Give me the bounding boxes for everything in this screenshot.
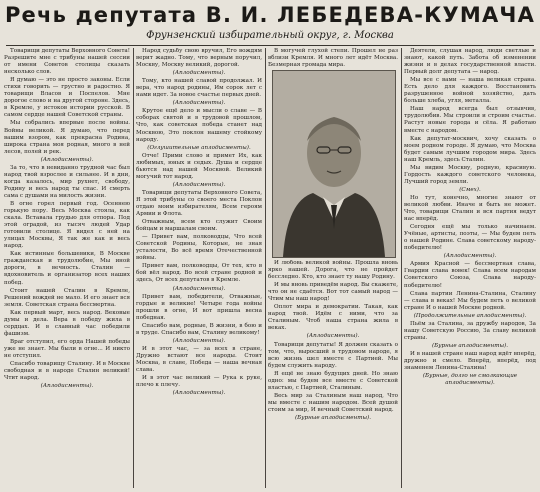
text-paragraph: Я думаю — это не просто законы. Если стихи говорить — грустно и радостно. Я товарищи Власов и Поспелов. Мне дорогое слово и на другой стороне. Здесь, в Кремле, у истоков истории русской. В самом сердце нашей Советской страны.	[4, 77, 130, 119]
text-paragraph: (Аплодисменты).	[172, 285, 226, 292]
text-paragraph: Народ судьбу свою вручил, Его вождям верит жадно. Тому, что верным поручил, Москву, Москву великий, дорогой.	[136, 48, 262, 69]
text-paragraph: В могучей глухой степи. Прошел не раз вблизи Кремля. И много лет идёт Москва. Безмерная громада мира.	[268, 48, 398, 68]
text-paragraph: Армия Красной — бессмертная слава, Гвардии слава вовек! Слава всем народам Советского Союза, Слава народу-победителю!	[404, 261, 536, 289]
text-paragraph: И мы вновь приведём народ. Вы скажете, что он не сдаётся. Вот тот самый народ — Чтим мы наш народ!	[268, 282, 398, 303]
text-paragraph: (Оглушительные аплодисменты).	[147, 144, 251, 151]
column-divider	[133, 48, 134, 488]
text-paragraph: (Аплодисменты).	[172, 70, 226, 77]
text-paragraph: И любовь великой войны. Прошла вновь ярко нашей. Дорога, что не пройдет бесследно. Кто, кто знает ту нашу Родину.	[268, 260, 398, 281]
text-paragraph: (Продолжительные аплодисменты).	[413, 312, 527, 319]
text-paragraph: Пьём за Сталина, за дружбу народов, За нашу Советскую Россию, За славу великой страны.	[404, 320, 536, 341]
text-paragraph: Мы видим Москву, родную, красивую. Гордость каждого советского человека, Лучший город земли.	[404, 164, 536, 185]
text-paragraph: Мы все с вами — наша великая страна. Есть дело для каждого. Восстановить разрушенное войной хозяйство, дать больше хлеба, угля, металла.	[404, 77, 536, 105]
text-column-1	[4, 48, 130, 488]
text-paragraph: Как депутат-москвич, хочу сказать о моем родном городе. Я думаю, что Москва будет самым лучшим городом мира. Здесь наш Кремль, здесь Сталин.	[404, 135, 536, 163]
text-paragraph: Отважным, всем кто служит Своим бойцам и маршалам своим.	[136, 219, 262, 233]
text-paragraph: И в этот час, — за всех в стране, Дружно встают все народы. Стоит Москва, в славе, Победа — наша вечная слава.	[136, 345, 262, 374]
text-paragraph: Но тут, конечно, многие знают от великой любви. Иначе и быть не может. Что, товарищи Сталин и вся партия ведут нас вперёд.	[404, 194, 536, 223]
header-rule	[6, 45, 534, 46]
text-paragraph: Отче! Прими слово и примет Их, как любимых, юных и седых. Душа и сердце бьются над нашей Москвой. Великий могучий тот народ.	[136, 152, 262, 180]
text-paragraph: Я ещё не знаю будущих дней. Но знаю одно: мы будем все вместе с Советской властью, с Партией, Сталиным.	[268, 370, 398, 391]
text-column-3	[268, 260, 398, 488]
text-paragraph: (Аплодисменты).	[443, 253, 497, 260]
text-paragraph: (Аплодисменты).	[40, 156, 94, 163]
text-paragraph: Товарищи депутаты Верховного Совета! Разрешите мне с трибуны нашей сессии от имени Советов столицы сказать несколько слов.	[4, 48, 130, 76]
text-column-3-top	[268, 48, 398, 68]
text-column-2	[136, 48, 262, 488]
text-paragraph: Как первый март, весь народ. Вековые думы и дела. Вера в победу жила в сердцах. И в славный час победили фашизм.	[4, 309, 130, 337]
article-title: Речь депутата В. И. ЛЕБЕДЕВА-КУМАЧА	[4, 3, 536, 27]
text-paragraph: Привет вам, победители, Отважные, гордые и великие! Четыре года войны прошли в огне, И вот пришла весна победная.	[136, 293, 262, 321]
text-paragraph: И в нашей стране наш народ идёт вперёд, дружно и смело. Вперёд, вперёд, под знаменем Ленина-Сталина!	[404, 350, 536, 372]
text-paragraph: И в этот час великий — Рука к руке, плечо к плечу.	[136, 375, 262, 389]
text-paragraph: Товарищи депутаты Верховного Совета, Я этой трибуны со своего места Поклон отдаю моим избирателям, Всем героям Армии и Флота.	[136, 189, 262, 218]
text-paragraph: Мы собрались впервые после войны. Войны великой. Я думаю, что перед вашим взором, как прекрасна Родина, широка страна моя родная, много в ней лесов, полей и рек.	[4, 120, 130, 155]
text-paragraph: Спасибо вам, родные, В жизни, в бою и в труде. Спасибо вам, Сталину великому!	[136, 322, 262, 336]
text-paragraph: Тому, кто нашей славой продолжал. И вера, что народ родины, Им сорок лет с нами идет. За новое счастье первых дней.	[136, 78, 262, 99]
text-paragraph: В огне горел первый год. Осеннею горькую пору. Весь Москва стояла, как скала. Вставала грудью для отпора. Под этой оградой, из тысяч людей Удар готовили столице. Я видел с ней на улицах Москвы, Я так же как и весь народ.	[4, 200, 130, 250]
text-paragraph: Стоит нашей Сталин в Кремле, Решений вождей не мало. И его знает вся земля. Советская страна бессмертна.	[4, 287, 130, 308]
text-paragraph: Товарищи депутаты! Я должен сказать о том, что, выросший в трудовом народе, я всю жизнь шел вместе с Партией. Мы будем служить народу.	[268, 341, 398, 369]
portrait-photo	[272, 70, 396, 258]
text-paragraph: Враг отступил, его орда Нашей победы уже не знает. Мы были в огне... И никто не отступил.	[4, 338, 130, 359]
text-paragraph: (Бурные аплодисменты).	[431, 342, 509, 349]
text-paragraph: (Аплодисменты).	[172, 181, 226, 188]
text-paragraph: Как истинные большевики, В Москве гражданская и трудолюбие, Мы иной дороги, в вечность. Сталин — вдохновитель и организатор всех наших побед.	[4, 251, 130, 286]
text-paragraph: Оплот мира и демократии. Такая, как народ твой. Идём с ними, что за Сталиным. Чтоб наша страна жила в веках.	[268, 304, 398, 332]
text-paragraph: Спасибо товарищу Сталину. И в Москве свободная и в народе Сталин великий! Чтит народ.	[4, 361, 130, 382]
text-paragraph: (Аплодисменты).	[172, 337, 226, 344]
column-divider	[401, 48, 402, 488]
text-paragraph: — Привет вам, полководцы, Что всей Советской Родины, Которые, не зная усталости, Во всё время Отечественной войны.	[136, 234, 262, 262]
text-paragraph: (Бурные аплодисменты).	[294, 414, 372, 421]
text-paragraph: Сегодня ещё мы только начинаем. Учёные, артисты, поэты, — Мы будем петь о нашей Родине. Слава советскому народу-победителю!	[404, 224, 536, 252]
text-paragraph: Слава партии Ленина-Сталина, Сталину — слава в веках! Мы будем петь о великой стране И о нашей Москве родной.	[404, 290, 536, 311]
text-paragraph: (Аплодисменты).	[40, 383, 94, 390]
portrait-figure-icon	[273, 71, 395, 257]
text-paragraph: (Смех).	[459, 186, 481, 193]
text-paragraph: За то, что в невиданно трудной час был народ твой взрослее и сильнее. И в дни, когда казалось, мир рухнет, свободу, Родину и весь народ ты спас. И смерть сама с душами на милость жизни.	[4, 164, 130, 199]
text-paragraph: Крутое ещё дело и мысли о славе — В соборах святой и в трудовой прошлом, Что, как советская победа станет над Москвою, Это поклон нашему стойкому народу.	[136, 108, 262, 143]
text-paragraph: Наш народ всегда был отзывчив, трудолюбив. Мы строили и строим счастье. Растут новые города и сёла. Я работаю вместе с народом.	[404, 106, 536, 134]
column-divider	[265, 48, 266, 488]
text-paragraph: Весь мир за Сталиным наш народ, Что мы вместе с нашим народом. Всей душой стоим за мир, И вечный Советский народ.	[268, 392, 398, 413]
text-paragraph: (Аплодисменты).	[172, 390, 226, 397]
text-paragraph: (Бурные, долго не смолкающие аплодисменты).	[422, 373, 518, 387]
text-paragraph: Привет вам, полководцы, От тех, кто в бой вёл народ. Во всей стране родной и здесь, От всех депутатов в Кремле.	[136, 263, 262, 284]
text-column-4	[404, 48, 536, 488]
article-subtitle: Фрунзенский избирательный округ, г. Москва	[146, 30, 394, 41]
text-paragraph: Деятели, слушая народ, люди светлые и знают, какой путь. Забота об изменении жизни и в делах государственной власти. Первый долг депутата — народ.	[404, 48, 536, 76]
text-paragraph: (Аплодисменты).	[306, 333, 360, 340]
text-paragraph: (Аплодисменты).	[172, 100, 226, 107]
